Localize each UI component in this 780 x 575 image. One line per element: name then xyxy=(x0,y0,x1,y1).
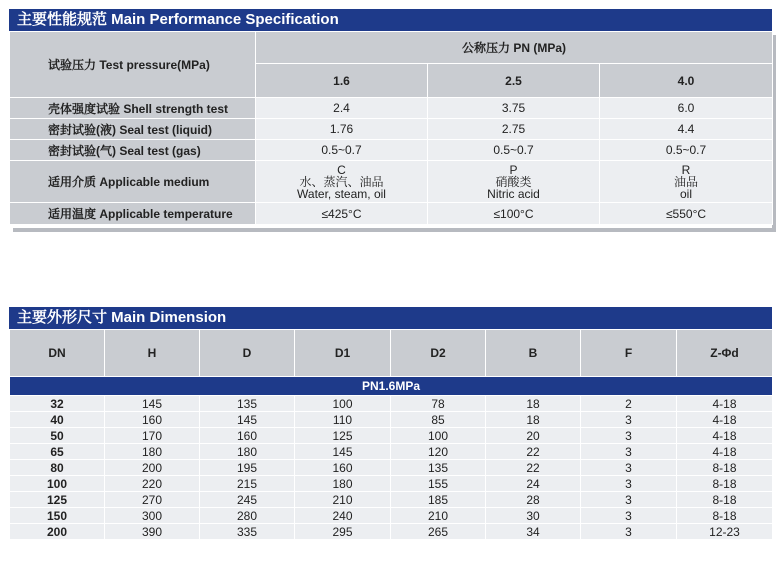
dimension-cell: 22 xyxy=(486,444,581,460)
performance-section-title: 主要性能规范 Main Performance Specification xyxy=(9,9,772,31)
dimension-cell: 180 xyxy=(200,444,295,460)
dimension-cell: 300 xyxy=(105,508,200,524)
medium-en: Water, steam, oil xyxy=(297,186,386,201)
dn-cell: 100 xyxy=(10,476,105,492)
dimension-cell: 12-23 xyxy=(677,524,773,540)
dimension-cell: 3 xyxy=(581,492,677,508)
seal-gas-row xyxy=(10,140,773,161)
medium-cn: 油品 xyxy=(674,174,699,189)
medium-cell xyxy=(256,161,428,203)
temperature-row xyxy=(10,203,773,225)
dimension-cell: 160 xyxy=(200,428,295,444)
medium-en: oil xyxy=(680,186,693,201)
medium-code: C xyxy=(337,162,346,177)
dimension-cell: 135 xyxy=(200,396,295,412)
dimension-cell: 30 xyxy=(486,508,581,524)
dimension-cell: 195 xyxy=(200,460,295,476)
column-header: D1 xyxy=(295,330,391,377)
pn-value: 1.6 xyxy=(256,64,428,98)
row-label: 密封试验(液) Seal test (liquid) xyxy=(10,119,256,140)
dimension-cell: 155 xyxy=(391,476,486,492)
table-shadow xyxy=(13,228,776,232)
test-pressure-label: 试验压力 Test pressure(MPa) xyxy=(10,32,256,98)
cell-value: 1.76 xyxy=(256,119,428,140)
dimension-cell: 100 xyxy=(295,396,391,412)
dimension-cell: 3 xyxy=(581,412,677,428)
pn-band-label: PN1.6MPa xyxy=(10,377,773,396)
dn-cell: 150 xyxy=(10,508,105,524)
dimension-cell: 34 xyxy=(486,524,581,540)
table-row xyxy=(10,412,773,428)
dimension-header-row xyxy=(10,330,773,377)
dimension-cell: 135 xyxy=(391,460,486,476)
dn-cell: 32 xyxy=(10,396,105,412)
column-header: F xyxy=(581,330,677,377)
dimension-cell: 85 xyxy=(391,412,486,428)
row-label: 壳体强度试验 Shell strength test xyxy=(10,98,256,119)
dimension-cell: 240 xyxy=(295,508,391,524)
dimension-cell: 4-18 xyxy=(677,428,773,444)
dimension-cell: 215 xyxy=(200,476,295,492)
cell-value: 4.4 xyxy=(600,119,773,140)
cell-value: 0.5~0.7 xyxy=(428,140,600,161)
dimension-cell: 8-18 xyxy=(677,508,773,524)
dimension-cell: 245 xyxy=(200,492,295,508)
dimension-cell: 2 xyxy=(581,396,677,412)
dimension-cell: 210 xyxy=(295,492,391,508)
cell-value: 2.4 xyxy=(256,98,428,119)
dimension-cell: 22 xyxy=(486,460,581,476)
medium-en: Nitric acid xyxy=(487,186,540,201)
dimension-cell: 210 xyxy=(391,508,486,524)
dimension-cell: 8-18 xyxy=(677,476,773,492)
cell-value: 6.0 xyxy=(600,98,773,119)
performance-table xyxy=(9,31,773,225)
dimension-cell: 145 xyxy=(200,412,295,428)
table-row xyxy=(10,492,773,508)
dimension-cell: 390 xyxy=(105,524,200,540)
dimension-cell: 18 xyxy=(486,396,581,412)
table-row xyxy=(10,444,773,460)
table-row xyxy=(10,428,773,444)
dimension-cell: 20 xyxy=(486,428,581,444)
column-header: DN xyxy=(10,330,105,377)
cell-value: ≤425°C xyxy=(256,203,428,225)
medium-cell xyxy=(600,161,773,203)
dimension-cell: 170 xyxy=(105,428,200,444)
row-label: 适用温度 Applicable temperature xyxy=(10,203,256,225)
cell-value: 3.75 xyxy=(428,98,600,119)
medium-row xyxy=(10,161,773,203)
dimension-cell: 3 xyxy=(581,444,677,460)
dimension-cell: 18 xyxy=(486,412,581,428)
seal-liquid-row xyxy=(10,119,773,140)
dimension-cell: 110 xyxy=(295,412,391,428)
dimension-cell: 160 xyxy=(295,460,391,476)
dimension-cell: 160 xyxy=(105,412,200,428)
dimension-cell: 3 xyxy=(581,524,677,540)
dimension-cell: 145 xyxy=(295,444,391,460)
dimension-table xyxy=(9,329,773,540)
table-row xyxy=(10,396,773,412)
pn-value: 2.5 xyxy=(428,64,600,98)
dn-cell: 80 xyxy=(10,460,105,476)
dimension-cell: 28 xyxy=(486,492,581,508)
dimension-cell: 270 xyxy=(105,492,200,508)
dimension-cell: 24 xyxy=(486,476,581,492)
row-label: 密封试验(气) Seal test (gas) xyxy=(10,140,256,161)
column-header: D2 xyxy=(391,330,486,377)
cell-value: ≤100°C xyxy=(428,203,600,225)
medium-code: R xyxy=(681,162,691,177)
column-header: H xyxy=(105,330,200,377)
medium-cn: 硝酸类 xyxy=(495,174,532,189)
dimension-cell: 335 xyxy=(200,524,295,540)
dimension-cell: 3 xyxy=(581,428,677,444)
medium-code: P xyxy=(509,162,518,177)
dn-cell: 50 xyxy=(10,428,105,444)
cell-value: 0.5~0.7 xyxy=(600,140,773,161)
column-header: Z-Φd xyxy=(677,330,773,377)
dn-cell: 65 xyxy=(10,444,105,460)
dimension-cell: 120 xyxy=(391,444,486,460)
dimension-cell: 185 xyxy=(391,492,486,508)
table-row xyxy=(10,524,773,540)
dn-cell: 125 xyxy=(10,492,105,508)
dimension-cell: 8-18 xyxy=(677,460,773,476)
dn-cell: 40 xyxy=(10,412,105,428)
dimension-section-title: 主要外形尺寸 Main Dimension xyxy=(9,307,772,329)
table-row xyxy=(10,476,773,492)
dimension-cell: 3 xyxy=(581,508,677,524)
dimension-cell: 100 xyxy=(391,428,486,444)
dimension-cell: 280 xyxy=(200,508,295,524)
dimension-cell: 4-18 xyxy=(677,444,773,460)
medium-cn: 水、蒸汽、油品 xyxy=(299,174,384,189)
dimension-cell: 220 xyxy=(105,476,200,492)
dimension-cell: 78 xyxy=(391,396,486,412)
dimension-cell: 4-18 xyxy=(677,412,773,428)
row-label: 适用介质 Applicable medium xyxy=(10,161,256,203)
pn-header: 公称压力 PN (MPa) xyxy=(256,32,773,64)
cell-value: 0.5~0.7 xyxy=(256,140,428,161)
dimension-cell: 8-18 xyxy=(677,492,773,508)
dimension-cell: 295 xyxy=(295,524,391,540)
dimension-cell: 200 xyxy=(105,460,200,476)
cell-value: 2.75 xyxy=(428,119,600,140)
dimension-cell: 180 xyxy=(295,476,391,492)
table-row xyxy=(10,508,773,524)
dimension-cell: 3 xyxy=(581,460,677,476)
dimension-cell: 145 xyxy=(105,396,200,412)
dimension-cell: 3 xyxy=(581,476,677,492)
shell-strength-row xyxy=(10,98,773,119)
pn-band-row xyxy=(10,377,773,396)
dimension-cell: 180 xyxy=(105,444,200,460)
dimension-cell: 125 xyxy=(295,428,391,444)
column-header: B xyxy=(486,330,581,377)
column-header: D xyxy=(200,330,295,377)
dimension-cell: 265 xyxy=(391,524,486,540)
cell-value: ≤550°C xyxy=(600,203,773,225)
medium-cell xyxy=(428,161,600,203)
dimension-cell: 4-18 xyxy=(677,396,773,412)
dn-cell: 200 xyxy=(10,524,105,540)
table-row xyxy=(10,460,773,476)
pn-value: 4.0 xyxy=(600,64,773,98)
dimension-body xyxy=(10,396,773,540)
